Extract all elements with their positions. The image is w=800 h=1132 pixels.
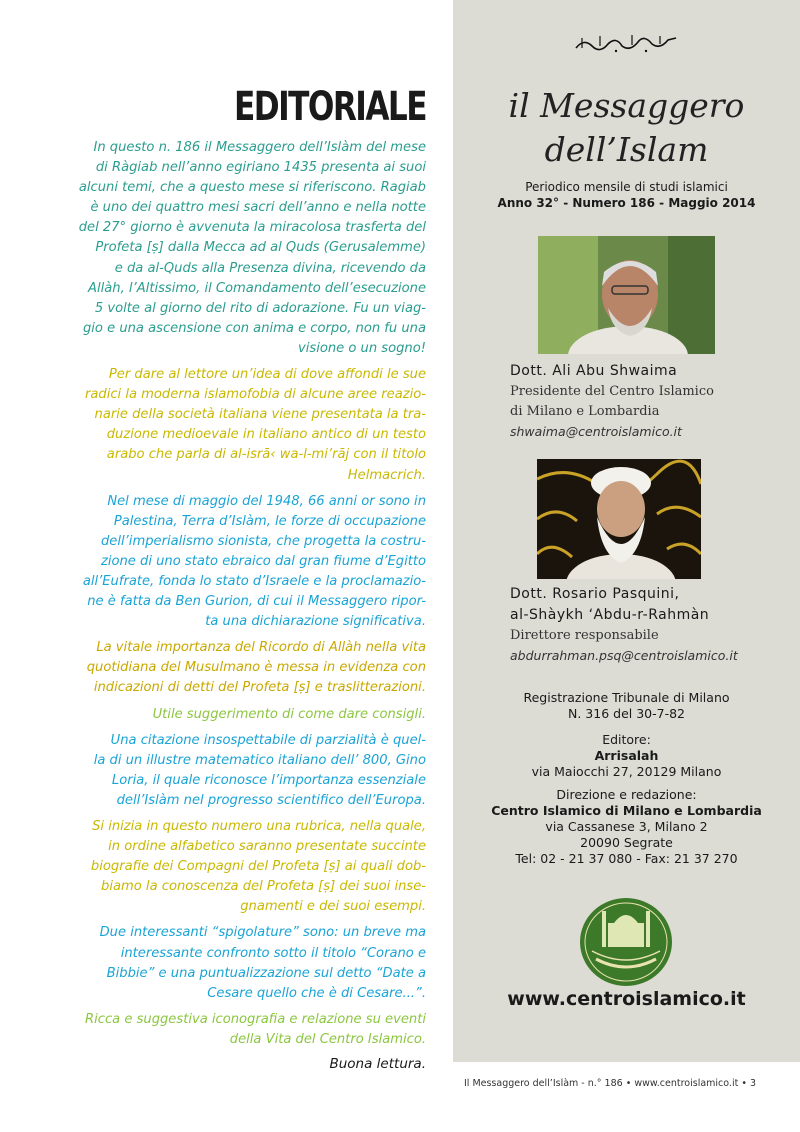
editorial-line: è uno dei quattro mesi sacri dell’anno e nella notte — [90, 200, 426, 216]
editorial-line: Per dare al lettore un’idea di dove affondi le sue — [108, 367, 426, 383]
editorial-line: radici la moderna islamofobia di alcune aree reazio- — [84, 387, 426, 403]
direction-phone: Tel: 02 - 21 37 080 - Fax: 21 37 270 — [515, 851, 738, 866]
person-role: Direttore responsabile — [510, 628, 659, 643]
editorial-paragraph — [56, 365, 426, 486]
editorial-paragraph — [56, 923, 426, 1003]
editorial-line: dell’Islàm nel progresso scientifico dell’Europa. — [116, 792, 426, 808]
editorial-paragraph — [56, 138, 426, 359]
editorial-paragraph — [56, 731, 426, 811]
editorial-line: biamo la conoscenza del Profeta [ṣ] dei suoi inse- — [101, 879, 426, 895]
editorial-paragraph — [56, 1010, 426, 1050]
editorial-line: visione o un sogno! — [297, 340, 426, 356]
registration-line: Registrazione Tribunale di Milano — [523, 690, 730, 705]
editorial-line: biografie dei Compagni del Profeta [ṣ] ai quali dob- — [90, 859, 426, 875]
editorial-line: Nel mese di maggio del 1948, 66 anni or sono in — [107, 493, 426, 509]
registration-info — [453, 690, 800, 722]
editorial-line: La vitale importanza del Ricordo di Allàh nella vita — [96, 640, 426, 656]
person-pasquini — [510, 584, 800, 666]
editorial-paragraph — [56, 817, 426, 917]
editorial-paragraph — [56, 492, 426, 633]
editorial-line: arabo che parla di al-isrā‹ wa-l-mi’rāj con il titolo — [106, 447, 426, 463]
person-name: Dott. Rosario Pasquini, — [510, 586, 680, 602]
person-name-title: al-Shàykh ‘Abdu-r-Rahmàn — [510, 607, 710, 623]
editorial-line: e da al-Quds alla Presenza divina, ricevendo da — [114, 260, 426, 276]
editorial-line: di Ràgiab nell’anno egiriano 1435 presenta ai suoi — [95, 160, 426, 176]
editorial-body — [56, 138, 426, 1050]
magazine-title-line1: il Messaggero — [508, 86, 745, 125]
editorial-paragraph — [56, 705, 426, 725]
direction-name: Centro Islamico di Milano e Lombardia — [491, 803, 762, 818]
editorial-line: in ordine alfabetico saranno presentate succinte — [108, 839, 426, 855]
editorial-line: interessante confronto sotto il titolo “Corano e — [120, 945, 426, 961]
editorial-line: 5 volte al giorno del rito di adorazione. Fu un viag- — [94, 300, 426, 316]
editorial-line: Palestina, Terra d’Islàm, le forze di occupazione — [113, 513, 426, 529]
editorial-line: Utile suggerimento di come dare consigli. — [152, 706, 426, 722]
editorial-line: alcuni temi, che a questo mese si riferiscono. Ragiab — [78, 180, 426, 196]
editor-address: via Maiocchi 27, 20129 Milano — [531, 764, 722, 779]
editorial-line: Una citazione insospettabile di parzialità è quel- — [110, 732, 426, 748]
editorial-line: Due interessanti “spigolature” sono: un breve ma — [99, 925, 426, 941]
person-name: Dott. Ali Abu Shwaima — [510, 363, 678, 379]
magazine-title — [453, 84, 800, 172]
editorial-line: narie della società italiana viene presentata la tra- — [94, 407, 426, 423]
closing-signature: Buona lettura. — [329, 1056, 426, 1073]
editor-name: Arrisalah — [594, 748, 659, 763]
direction-label: Direzione e redazione: — [556, 787, 697, 802]
sidebar — [453, 0, 800, 1062]
editorial-line: gnamenti e dei suoi esempi. — [240, 899, 426, 915]
editorial-line: Cesare quello che è di Cesare...”. — [207, 985, 426, 1001]
editorial-line: Loria, il quale riconosce l’importanza essenziale — [111, 772, 426, 788]
editorial-line: del 27° giorno è avvenuta la miracolosa trasferta del — [78, 220, 426, 236]
editorial-line: all’Eufrate, fonda lo stato d’Israele e la proclamazio- — [82, 573, 426, 589]
person-role: Presidente del Centro Islamico — [510, 384, 714, 399]
editorial-line: duzione medioevale in italiano antico di un testo — [106, 427, 426, 443]
editorial-line: della Vita del Centro Islamico. — [229, 1031, 426, 1047]
editorial-line: quotidiana del Musulmano è messa in evidenza con — [86, 660, 426, 676]
website-link[interactable]: www.centroislamico.it — [507, 988, 746, 1010]
editorial-line: Allàh, l’Altissimo, il Comandamento dell’esecuzione — [88, 280, 426, 296]
basmala-calligraphy — [453, 30, 800, 60]
editorial-line: zione di uno stato ebraico dal gran fiume d’Egitto — [100, 553, 426, 569]
editorial-line: Helmacrich. — [347, 467, 426, 483]
direction-address: via Cassanese 3, Milano 2 — [545, 819, 708, 834]
editorial-line: Ricca e suggestiva iconografia e relazione su eventi — [85, 1011, 426, 1027]
portrait-photo-pasquini — [537, 459, 701, 579]
person-email[interactable]: abdurrahman.psq@centroislamico.it — [510, 648, 738, 663]
issue-info: Anno 32° - Numero 186 - Maggio 2014 — [497, 196, 756, 210]
centro-islamico-logo — [576, 895, 676, 990]
editorial-line: la di un illustre matematico italiano dell’ 800, Gino — [93, 752, 426, 768]
person-email[interactable]: shwaima@centroislamico.it — [510, 424, 682, 439]
editorial-paragraph — [56, 638, 426, 698]
editorial-line: ne è fatta da Ben Gurion, di cui il Messaggero ripor- — [87, 594, 426, 610]
editorial-line: dell’imperialismo sionista, che progetta la costru- — [101, 533, 426, 549]
editor-info — [453, 732, 800, 780]
editorial-line: ta una dichiarazione significativa. — [205, 614, 426, 630]
editorial-line: Si inizia in questo numero una rubrica, nella quale, — [92, 819, 426, 834]
editorial-line: gio e una ascensione con anima e corpo, non fu una — [82, 320, 426, 336]
magazine-title-line2: dell’Islam — [544, 130, 709, 169]
direction-info — [453, 787, 800, 867]
editorial-line: indicazioni di detti del Profeta [ṣ] e traslitterazioni. — [93, 680, 426, 696]
person-shwaima — [510, 361, 800, 442]
direction-address: 20090 Segrate — [580, 835, 673, 850]
portrait-photo-shwaima — [538, 236, 715, 354]
registration-line: N. 316 del 30-7-82 — [568, 706, 685, 721]
editorial-line: Bibbie” e una puntualizzazione sul detto “Date a — [106, 965, 426, 981]
editor-label: Editore: — [602, 732, 651, 747]
editorial-line: Profeta [ṣ] dalla Mecca ad al Quds (Gerusalemme) — [95, 240, 426, 256]
editorial-line: In questo n. 186 il Messaggero dell’Islàm del mese — [93, 140, 426, 155]
page-footer: Il Messaggero dell’Islàm - n.° 186 • www.centroislamico.it • 3 — [463, 1078, 756, 1089]
editorial-title: EDITORIALE — [233, 84, 426, 130]
editorial-column — [56, 82, 426, 1072]
person-role: di Milano e Lombardia — [510, 404, 660, 419]
magazine-subtitle: Periodico mensile di studi islamici — [525, 180, 728, 194]
